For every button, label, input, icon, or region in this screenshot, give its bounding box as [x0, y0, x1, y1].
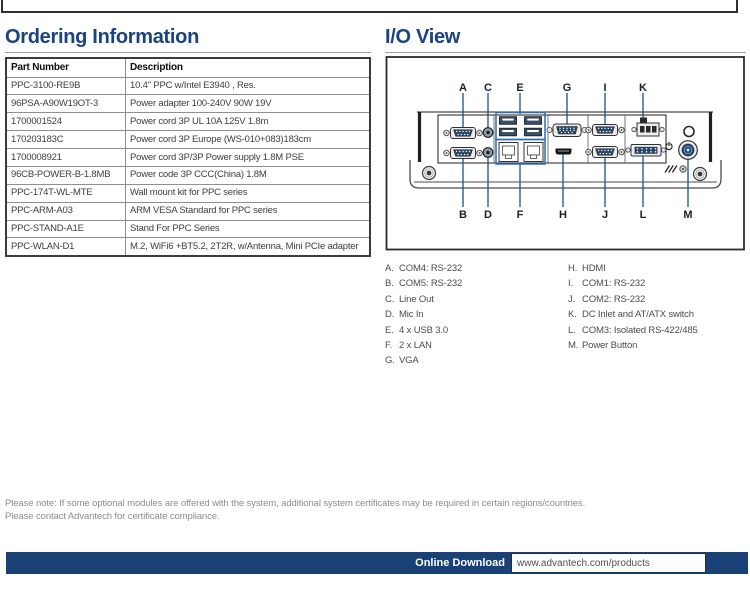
note-line-2: Please contact Advantech for certificate compliance.	[5, 511, 220, 522]
table-row	[6, 149, 370, 167]
port-label: C	[484, 82, 492, 94]
description-cell: Power code 3P CCC(China) 1.8M	[126, 166, 371, 184]
port-label: J	[601, 209, 609, 221]
table-row	[6, 202, 370, 220]
table-row	[6, 166, 370, 184]
table-row	[6, 238, 370, 256]
port-label: I	[603, 82, 607, 94]
table-header-row	[6, 58, 370, 77]
panel-hole	[684, 127, 694, 137]
part-number-cell: PPC-ARM-A03	[6, 202, 126, 220]
port-label: H	[559, 209, 567, 221]
download-url-link[interactable]: www.advantech.com/products	[517, 557, 650, 569]
port-label: F	[516, 209, 524, 221]
description-cell: 10.4" PPC w/Intel E3940 , Res.	[126, 77, 371, 95]
legend-item	[568, 323, 748, 338]
legend-label: Line Out	[399, 293, 434, 305]
legend-item	[568, 307, 748, 322]
legend-key: H.	[568, 263, 578, 274]
legend-key: I.	[568, 278, 573, 290]
ordering-information-title: Ordering Information	[5, 26, 200, 48]
description-cell: Power cord 3P UL 10A 125V 1.8m	[126, 113, 371, 131]
port-label: E	[516, 82, 524, 94]
power-button	[679, 141, 698, 160]
description-cell: M.2, WiFi6 +BT5.2, 2T2R, w/Antenna, Mini PCIe adapter	[126, 238, 371, 256]
table-row	[6, 184, 370, 202]
download-url-box	[511, 553, 706, 573]
legend-item	[385, 292, 565, 307]
legend-key: K.	[568, 309, 577, 321]
io-view-diagram	[385, 56, 746, 251]
legend-label: 4 x USB 3.0	[399, 324, 449, 336]
mic-in-jack	[483, 148, 493, 158]
ground-terminal	[680, 166, 686, 172]
legend-item	[385, 307, 565, 322]
title-rule	[385, 52, 746, 53]
port-label: D	[484, 209, 492, 221]
legend-item	[385, 353, 565, 368]
part-number-header: Part Number	[6, 58, 126, 77]
description-cell: Wall mount kit for PPC series	[126, 184, 371, 202]
legend-label: HDMI	[582, 263, 606, 274]
io-legend-right	[568, 261, 748, 353]
legend-key: J.	[568, 293, 576, 305]
legend-label: Power Button	[582, 340, 638, 352]
io-view-title: I/O View	[385, 26, 461, 48]
legend-key: M.	[568, 340, 579, 352]
legend-item	[568, 338, 748, 353]
port-label: A	[459, 82, 467, 94]
legend-item	[385, 261, 565, 276]
part-number-cell: 170203183C	[6, 131, 126, 149]
part-number-cell: 1700008921	[6, 149, 126, 167]
legend-item	[385, 276, 565, 291]
table-row	[6, 77, 370, 95]
legend-item	[568, 276, 748, 291]
ordering-table	[5, 57, 371, 257]
chassis-screw	[694, 168, 707, 181]
title-rule	[5, 52, 371, 53]
vga-port	[547, 124, 587, 137]
legend-key: A.	[385, 263, 394, 274]
compliance-note	[5, 497, 585, 523]
legend-key: B.	[385, 278, 394, 290]
description-cell: Power adapter 100-240V 90W 19V	[126, 95, 371, 113]
port-label: K	[639, 82, 647, 94]
legend-label: COM1: RS-232	[582, 278, 646, 290]
part-number-cell: PPC-174T-WL-MTE	[6, 184, 126, 202]
line-out-jack	[483, 128, 493, 138]
online-download-bar	[6, 552, 748, 574]
description-cell: Power cord 3P/3P Power supply 1.8M PSE	[126, 149, 371, 167]
chassis-screw	[423, 167, 436, 180]
legend-label: COM2: RS-232	[582, 293, 646, 305]
part-number-cell: PPC-WLAN-D1	[6, 238, 126, 256]
port-label: G	[562, 82, 572, 94]
legend-label: COM3: Isolated RS-422/485	[582, 324, 698, 336]
note-line-1: Please note: If some optional modules are offered with the system, additional system certificates may be required in certain regions/countries.	[5, 498, 586, 509]
part-number-cell: 96CB-POWER-B-1.8MB	[6, 166, 126, 184]
legend-label: 2 x LAN	[399, 340, 432, 352]
description-cell: Stand For PPC Series	[126, 220, 371, 238]
port-label: B	[459, 209, 467, 221]
port-label: M	[683, 209, 693, 221]
table-row	[6, 95, 370, 113]
part-number-cell: PPC-STAND-A1E	[6, 220, 126, 238]
description-cell: ARM VESA Standard for PPC series	[126, 202, 371, 220]
legend-item	[385, 338, 565, 353]
legend-label: Mic In	[399, 309, 424, 321]
legend-label: VGA	[399, 355, 419, 367]
table-row	[6, 131, 370, 149]
online-download-label: Online Download	[415, 557, 505, 569]
legend-key: F.	[385, 340, 393, 352]
part-number-cell: 1700001524	[6, 113, 126, 131]
part-number-cell: PPC-3100-RE9B	[6, 77, 126, 95]
previous-section-box-edge	[1, 0, 738, 13]
legend-label: COM5: RS-232	[399, 278, 463, 290]
table-row	[6, 113, 370, 131]
table-row	[6, 220, 370, 238]
legend-item	[385, 323, 565, 338]
part-number-cell: 96PSA-A90W19OT-3	[6, 95, 126, 113]
description-cell: Power cord 3P Europe (WS-010+083)183cm	[126, 131, 371, 149]
legend-item	[568, 292, 748, 307]
legend-label: DC Inlet and AT/ATX switch	[582, 309, 694, 321]
description-header: Description	[126, 58, 371, 77]
port-label: L	[639, 209, 647, 221]
io-legend-left	[385, 261, 565, 369]
legend-key: C.	[385, 293, 395, 305]
legend-key: E.	[385, 324, 394, 336]
legend-key: L.	[568, 324, 576, 336]
legend-key: G.	[385, 355, 395, 367]
hdmi-port	[556, 149, 572, 155]
legend-key: D.	[385, 309, 395, 321]
legend-item	[568, 261, 748, 276]
legend-label: COM4: RS-232	[399, 263, 463, 274]
com3-port	[626, 145, 666, 157]
